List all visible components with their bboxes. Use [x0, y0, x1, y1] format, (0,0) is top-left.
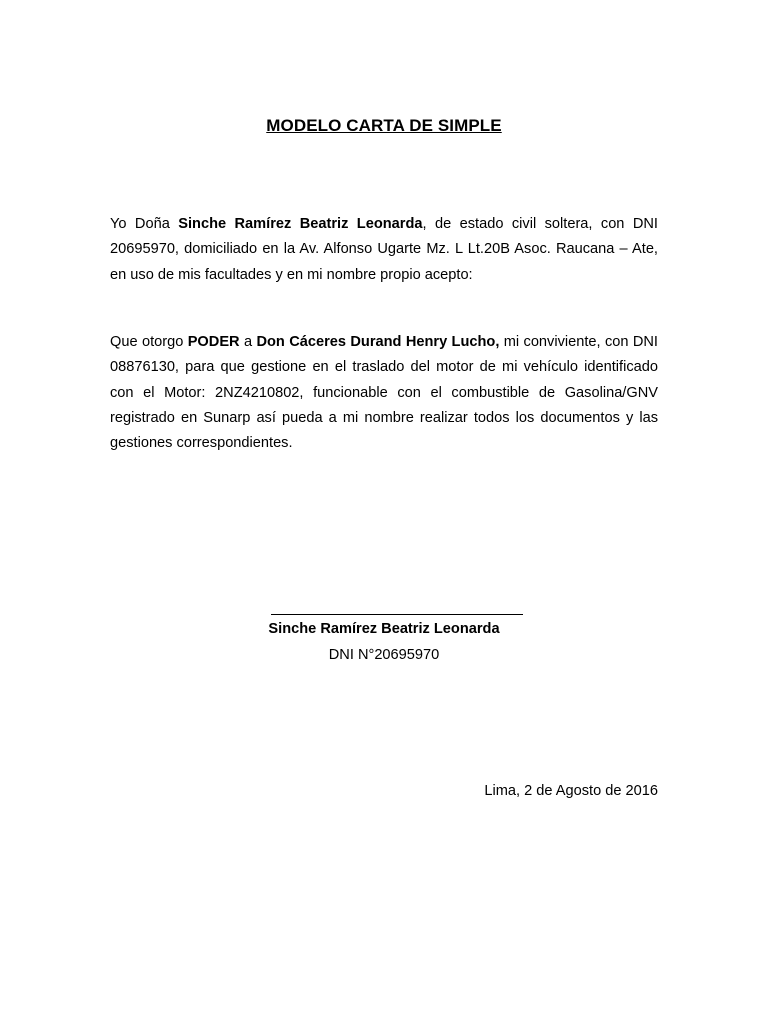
paragraph-text: Que otorgo: [110, 334, 188, 350]
declarant-name: Sinche Ramírez Beatriz Leonarda: [178, 216, 423, 232]
paragraph-text: a: [239, 334, 257, 350]
place-and-date: Lima, 2 de Agosto de 2016: [484, 783, 658, 799]
paragraph-declaration: [110, 212, 658, 288]
document-title: MODELO CARTA DE SIMPLE: [266, 116, 502, 135]
paragraph-text: , de estado civil soltera, con DNI 20695970, domiciliado en la Av. Alfonso Ugarte Mz. L Lt.20B Asoc. Raucana – Ate, en uso de mis facultades y en mi nombre propio acepto:: [110, 216, 658, 283]
paragraph-text: mi conviviente, con DNI 08876130, para que gestione en el traslado del motor de mi vehículo identificado con el Motor: 2NZ4210802, funcionable con el combustible de Gasolina/GNV registrado en Sunarp así pueda a mi nombre realizar todos los documentos y las gestiones correspondientes.: [110, 334, 658, 452]
paragraph-text: Yo Doña: [110, 216, 179, 232]
grantee-name: Don Cáceres Durand Henry Lucho,: [256, 334, 500, 350]
signature-line: [271, 614, 523, 615]
signature-dni: DNI N°20695970: [328, 647, 440, 663]
poder-keyword: PODER: [187, 334, 240, 350]
signature-name: Sinche Ramírez Beatriz Leonarda: [268, 621, 500, 637]
paragraph-power-grant: [110, 330, 658, 456]
